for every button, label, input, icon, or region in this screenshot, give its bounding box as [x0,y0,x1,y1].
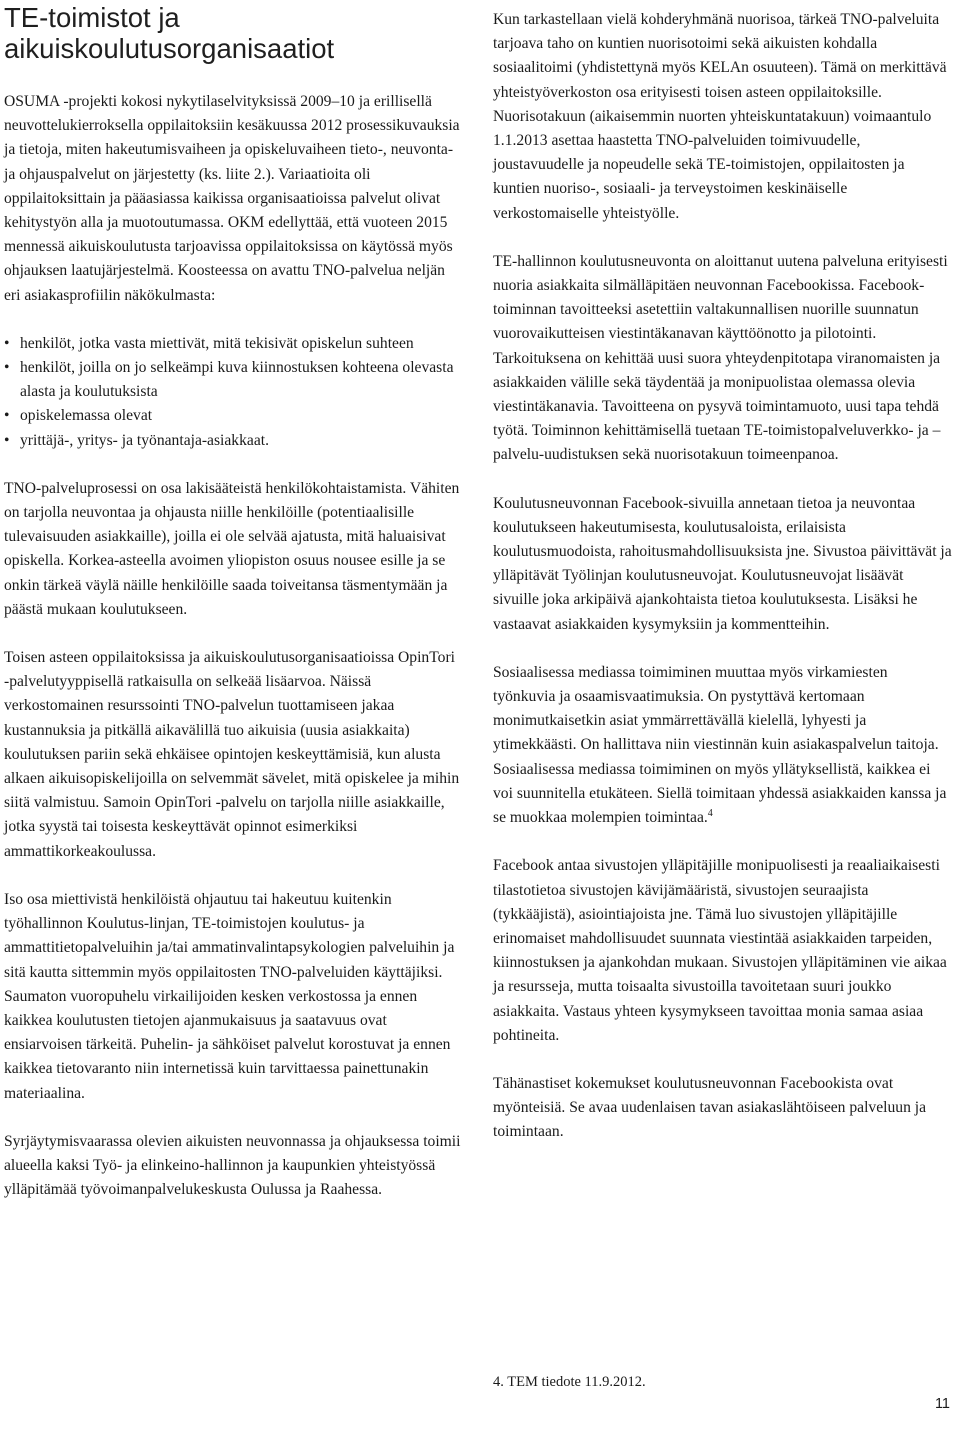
left-paragraph-4: Iso osa miettivistä henkilöistä ohjautuu tai hakeutuu kuitenkin työhallinnon Koulutus-linjan, TE-toimistojen koulutus- ja ammattitietopalveluihin ja/tai ammatinvalintapsykologien palveluihin ja sitä kautta sittemmin myös oppilaitosten TNO-palveluiden käyttäjiksi. Saumaton vuoropuhelu virkailijoiden kesken verkostossa ja ennen kaikkea koulutusten tietojen ajanmukaisuus ja saatavuus ovat ensiarvoisen tärkeitä. Puhelin- ja sähköiset palvelut korostuvat ja ennen kaikkea tietovaranto niin internetissä kuin tarvittaessa painettunakin materiaalina. [4,890,455,1102]
list-item: • yrittäjä-, yritys- ja työnantaja-asiakkaat. [4,429,464,453]
right-paragraph-5: Facebook antaa sivustojen ylläpitäjille monipuolisesti ja reaaliaikaisesti tilastotietoa sivustojen kävijämääristä, sivustojen seuraajista (tykkääjistä), asiointiajoista jne. Tämä luo sivustojen ylläpitäjille erinomaiset mahdollisuudet suunnata viestintää asiakkaiden tarpeiden, kiinnostuksen ja ajankohdan mukaan. Sivustojen ylläpitäminen vie aikaa ja resursseja, mutta toisaalta sivustoilla tavoitetaan suuri joukko asiakkaita. Vastaus yhteen kysymykseen tavoittaa monia samaa asiaa pohtineita. [493,857,947,1044]
right-paragraph-1: Kun tarkastellaan vielä kohderyhmänä nuorisoa, tärkeä TNO-palveluita tarjoava taho on kuntien nuorisotoimi sekä aikuisten kohdalla sosiaalitoimi (yhdistettynä myös KELAn osuuteen). Tämä on merkittävä yhteistyöverkoston osa erityisesti toisen asteen oppilaitoksille. Nuorisotakuun (aikaisemmin nuorten yhteiskuntatakuun) voimaantulo 1.1.2013 asettaa haastetta TNO-palveluiden toimivuudelle, joustavuudelle ja nopeudelle sekä TE-toimistojen, oppilaitosten ja kuntien nuoriso-, sosiaali- ja terveystoimen keskinäiselle verkostomaiselle yhteistyölle. [493,11,947,222]
page-number: 11 [934,1396,950,1412]
right-paragraph-2: TE-hallinnon koulutusneuvonta on aloittanut uutena palveluna erityisesti nuoria asiakkaita silmälläpitäen neuvonnan Facebookissa. Facebook-toiminnan tavoitteeksi asetettiin valtakunnallisen nuorille suunnatun vuorovaikutteisen viestintäkanavan käyttöönotto ja pilotointi. Tarkoituksena on kehittää uusi suora yhteydenpitotapa viranomaisten ja asiakkaiden välille sekä täydentää ja monipuolistaa olemassa olevia viestintäkanavia. Tavoitteena on pysyvä toimintamuoto, uusi tapa tehdä työtä. Toiminnon kehittämisellä tuetaan TE-toimistopalveluverkko- ja –palvelu-uudistuksen sekä nuorisotakuun toimeenpanoa. [493,252,948,464]
left-paragraph-2: TNO-palveluprosessi on osa lakisääteistä henkilökohtaistamista. Vähiten on tarjolla neuvontaa ja ohjausta niille henkilöille (potentiaalisille tulevaisuuden asiakkaille), joilla ei ole selvää ajatusta, mitä haluaisivat opiskella. Korkea-asteella avoimen yliopiston osuus nousee esille ja se onkin tärkeä väylä näille henkilöille saada toiveitansa täsmentymään ja päästä mukaan koulutukseen. [4,479,460,618]
left-paragraph-1: OSUMA -projekti kokosi nykytilaselvityksissä 2009–10 ja erillisellä neuvottelukierroksella oppilaitoksiin kesäkuussa 2012 prosessikuvauksia ja tietoja, miten hakeutumisvaiheen ja opiskeluvaiheen tieto-, neuvonta- ja ohjauspalvelut on järjestetty (ks. liite 2.). Variaatioita oli oppilaitoksittain ja pääasiassa kaikissa organisaatioissa palvelut olivat kehitystyön alla ja muotoutumassa. OKM edellyttää, että vuoteen 2015 mennessä aikuiskoulutusta tarjoavissa oppilaitoksissa on käytössä myös ohjauksen laatujärjestelmä. Koosteessa on avattu TNO-palvelua neljän eri asiakasprofiilin näkökulmasta: [4,93,460,304]
left-paragraph-3: Toisen asteen oppilaitoksissa ja aikuiskoulutusorganisaatioissa OpinTori -palvelutyyppisellä ratkaisulla on selkeää lisäarvoa. Näissä verkostomainen resurssointi TNO-palvelun tuottamiseen jakaa kustannuksia ja pitkällä aikavälillä tuo aikuisia (uusia asiakkaita) koulutuksen pariin sekä ehkäisee opintojen keskeyttämisiä, kun alusta alkaen aikuisopiskelijoilla on selvemmät sävelet, mitä opiskelee ja mihin siitä valmistuu. Samoin OpinTori -palvelu on tarjolla niille asiakkaille, jotka syystä tai toisesta keskeyttävät opinnot esimerkiksi ammattikorkeakoulussa. [4,649,460,860]
profile-list [4,332,464,453]
footnote-reference: 4 [707,807,713,819]
list-item: • henkilöt, jotka vasta miettivät, mitä tekisivät opiskelun suhteen [4,332,464,356]
list-item: • opiskelemassa olevat [4,404,464,428]
right-paragraph-6: Tähänastiset kokemukset koulutusneuvonnan Facebookista ovat myönteisiä. Se avaa uudenlaisen tavan asiakaslähtöiseen palveluun ja toimintaan. [493,1074,927,1141]
footnote: 4. TEM tiedote 11.9.2012. [493,1374,646,1390]
right-paragraph-4 [493,661,953,830]
title-line-2: aikuiskoulutusorganisaatiot [4,33,335,64]
right-paragraph-4-text: Sosiaalisessa mediassa toimiminen muuttaa myös virkamiesten työnkuvia ja osaamisvaatimuksia. On pystyttävä kertomaan monimutkaisetkin asiat ymmärrettävällä kielellä, lyhyesti ja ytimekkäästi. On hallittava niin viestinnän kuin asiakaspalvelun taitoja. Sosiaalisessa mediassa toimiminen on myös yllätyksellistä, kaikkea ei voi suunnitella etukäteen. Siellä toimitaan yhdessä asiakkaiden kanssa ja se muokkaa molempien toimintaa. [493,663,947,827]
page-title [4,2,464,64]
list-item: • henkilöt, joilla on jo selkeämpi kuva kiinnostuksen kohteena olevasta alasta ja koulutuksista [4,356,464,404]
title-line-1: TE-toimistot ja [4,2,180,33]
right-column [493,8,953,1169]
left-paragraph-5: Syrjäytymisvaarassa olevien aikuisten neuvonnassa ja ohjauksessa toimii alueella kaksi Työ- ja elinkeino-hallinnon ja kaupunkien yhteistyössä ylläpitämää työvoimanpalvelukeskusta Oulussa ja Raahessa. [4,1132,461,1199]
right-paragraph-3: Koulutusneuvonnan Facebook-sivuilla annetaan tietoa ja neuvontaa koulutukseen hakeutumisesta, koulutusaloista, erilaisista koulutusmuodoista, rahoitusmahdollisuuksista jne. Sivustoa päivittävät ja ylläpitävät Työlinjan koulutusneuvojat. Koulutusneuvojat lisäävät sivuille joka arkipäivä ajankohtaista tietoa koulutuksesta. Lisäksi he vastaavat asiakkaiden kysymyksiin ja kommentteihin. [493,494,952,633]
left-column [4,0,464,1226]
